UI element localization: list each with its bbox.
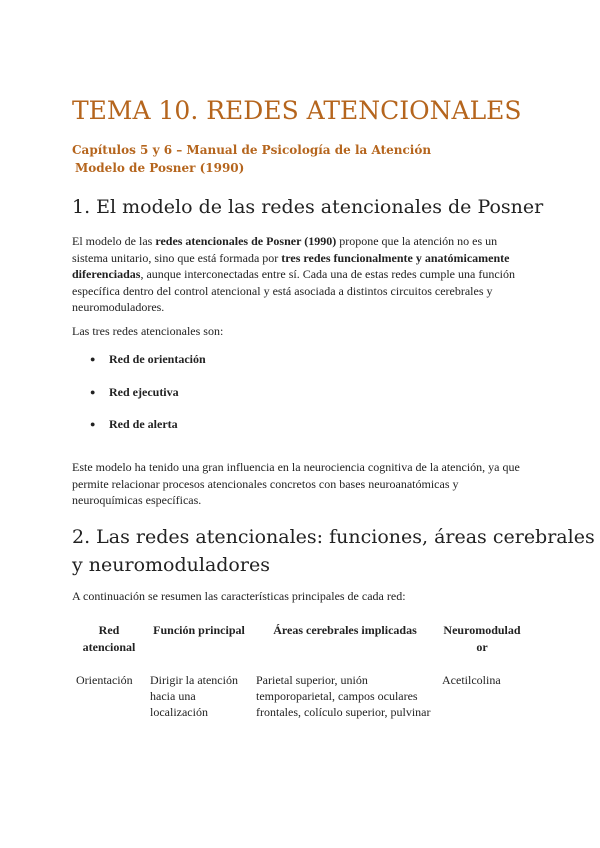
section1-heading: 1. El modelo de las redes atencionales de Posner xyxy=(72,196,544,218)
col-header-neuro-line2: or xyxy=(476,640,488,654)
list-item: ● Red ejecutiva xyxy=(72,382,206,415)
networks-table xyxy=(72,618,526,724)
table-row xyxy=(72,668,526,724)
subtitle-model: Modelo de Posner (1990) xyxy=(75,161,245,175)
col-header-areas: Áreas cerebrales implicadas xyxy=(273,623,417,637)
cell-neuro: Acetilcolina xyxy=(442,673,501,687)
cell-funcion-line: hacia una xyxy=(150,689,196,703)
cell-funcion-line: localización xyxy=(150,705,208,719)
cell-areas-line: Parietal superior, unión xyxy=(256,673,368,687)
cell-funcion-line: Dirigir la atención xyxy=(150,673,238,687)
p1-bold-posner: redes atencionales de Posner (1990) xyxy=(155,234,337,248)
col-header-funcion: Función principal xyxy=(153,623,245,637)
col-header-red-line1: Red xyxy=(98,623,120,637)
section2-heading xyxy=(72,523,595,579)
p1-text-2: propone que la atención no es un sistema unitario, sino que está formada por xyxy=(72,234,498,265)
document-subtitle xyxy=(72,141,431,177)
section2-intro: A continuación se resumen las características principales de cada red: xyxy=(72,589,406,603)
section2-heading-line2: y neuromoduladores xyxy=(72,554,270,576)
cell-areas-line: temporoparietal, campos oculares xyxy=(256,689,418,703)
document-title: TEMA 10. REDES ATENCIONALES xyxy=(72,96,522,125)
p1-text-3: , aunque interconectadas entre sí. Cada una de estas redes cumple una función específica dentro del control atencional y está asociada a distintos circuitos cerebrales y neuromoduladores. xyxy=(72,267,515,314)
subtitle-chapters: Capítulos 5 y 6 – Manual de Psicología de la Atención xyxy=(72,143,432,157)
col-header-neuro-line1: Neuromodulad xyxy=(443,623,521,637)
cell-areas xyxy=(252,668,438,724)
list-item: ● Red de orientación xyxy=(72,349,206,382)
section1-paragraph-intro xyxy=(72,233,532,316)
cell-red: Orientación xyxy=(76,673,133,687)
networks-list xyxy=(72,349,206,447)
section1-paragraph-list-intro: Las tres redes atencionales son: xyxy=(72,324,224,338)
p1-bold-redes: tres redes funcionalmente y anatómicamente diferenciadas xyxy=(72,250,510,281)
list-item: ● Red de alerta xyxy=(72,414,206,447)
col-header-red xyxy=(72,618,146,668)
section1-paragraph-conclusion: Este modelo ha tenido una gran influencia en la neurociencia cognitiva de la atención, ya que permite relacionar procesos atencionales concretos con bases neuroanatómicas y neuroquímicas específicas. xyxy=(72,460,520,507)
col-header-neuro xyxy=(438,618,526,668)
cell-areas-line: frontales, colículo superior, pulvinar xyxy=(256,705,431,719)
section2-heading-line1: 2. Las redes atencionales: funciones, áreas cerebrales xyxy=(72,526,595,548)
p1-text-1: El modelo de las xyxy=(72,234,156,248)
cell-funcion xyxy=(146,668,252,724)
table-header-row xyxy=(72,618,526,668)
col-header-red-line2: atencional xyxy=(82,640,136,654)
